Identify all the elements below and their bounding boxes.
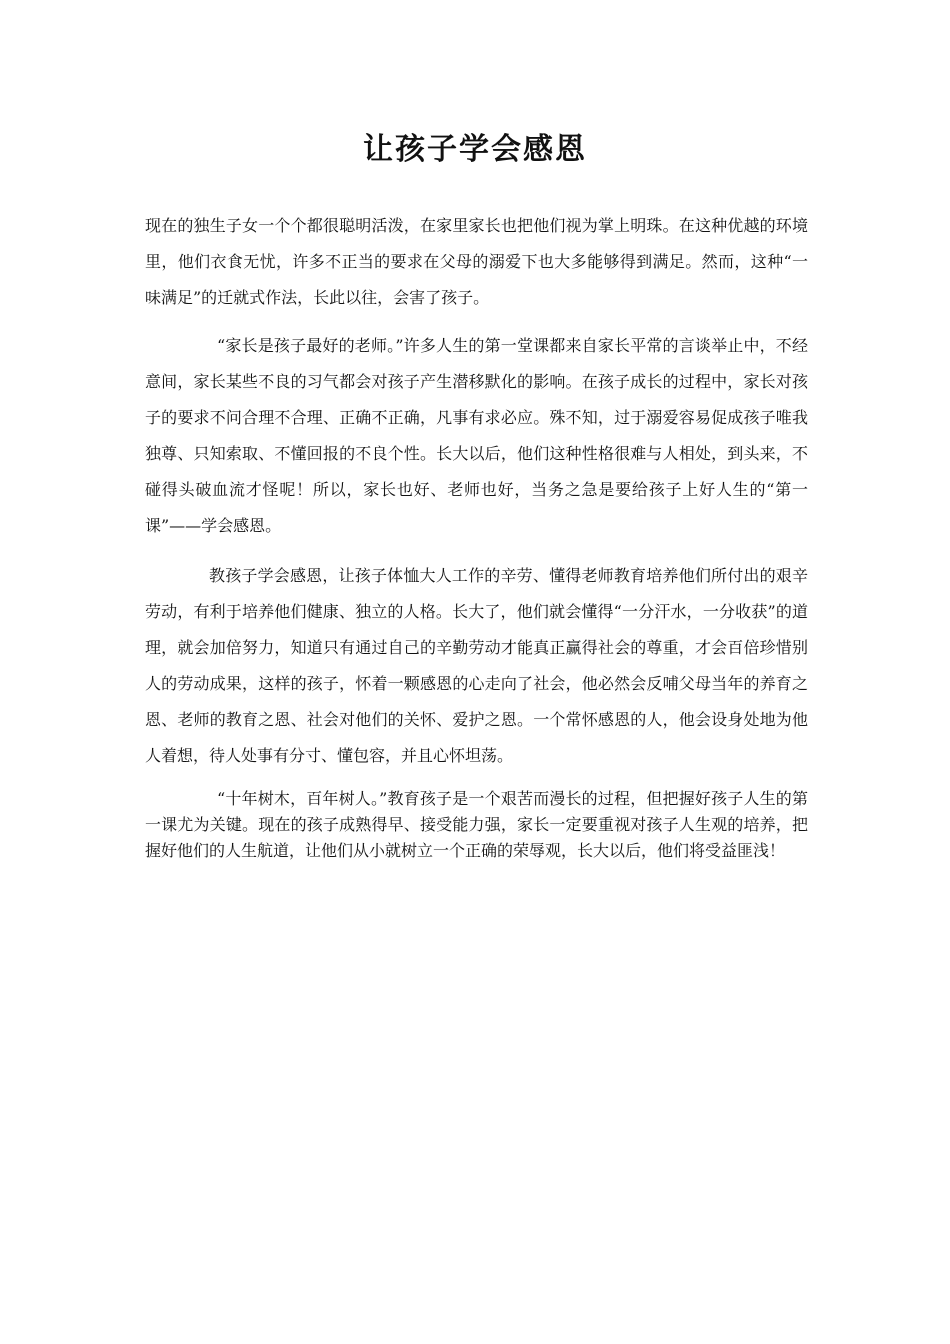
document-title: 让孩子学会感恩 [363,132,587,167]
paragraph-1: 现在的独生子女一个个都很聪明活泼，在家里家长也把他们视为掌上明珠。在这种优越的环境里，他们衣食无忧，许多不正当的要求在父母的溺爱下也大多能够得到满足。然而，这种“一味满足”的迁就式作法，长此以往，会害了孩子。 [145,216,808,307]
paragraph-3: 教孩子学会感恩，让孩子体恤大人工作的辛劳、懂得老师教育培养他们所付出的艰辛劳动，有利于培养他们健康、独立的人格。长大了，他们就会懂得“一分汗水，一分收获”的道理，就会加倍努力，知道只有通过自己的辛勤劳动才能真正赢得社会的尊重，才会百倍珍惜别人的劳动成果，这样的孩子，怀着一颗感恩的心走向了社会，他必然会反哺父母当年的养育之恩、老师的教育之恩、社会对他们的关怀、爱护之恩。一个常怀感恩的人，他会设身处地为他人着想，待人处事有分寸、懂包容，并且心怀坦荡。 [145,566,808,765]
paragraph-4: “十年树木，百年树人。”教育孩子是一个艰苦而漫长的过程，但把握好孩子人生的第一课尤为关键。现在的孩子成熟得早、接受能力强，家长一定要重视对孩子人生观的培养，把握好他们的人生航道，让他们从小就树立一个正确的荣辱观，长大以后，他们将受益匪浅！ [145,789,808,860]
paragraph-2: “家长是孩子最好的老师。”许多人生的第一堂课都来自家长平常的言谈举止中，不经意间，家长某些不良的习气都会对孩子产生潜移默化的影响。在孩子成长的过程中，家长对孩子的要求不问合理不合理、正确不正确，凡事有求必应。殊不知，过于溺爱容易促成孩子唯我独尊、只知索取、不懂回报的不良个性。长大以后，他们这种性格很难与人相处，到头来，不碰得头破血流才怪呢！所以，家长也好、老师也好，当务之急是要给孩子上好人生的“第一课”——学会感恩。 [145,336,808,535]
